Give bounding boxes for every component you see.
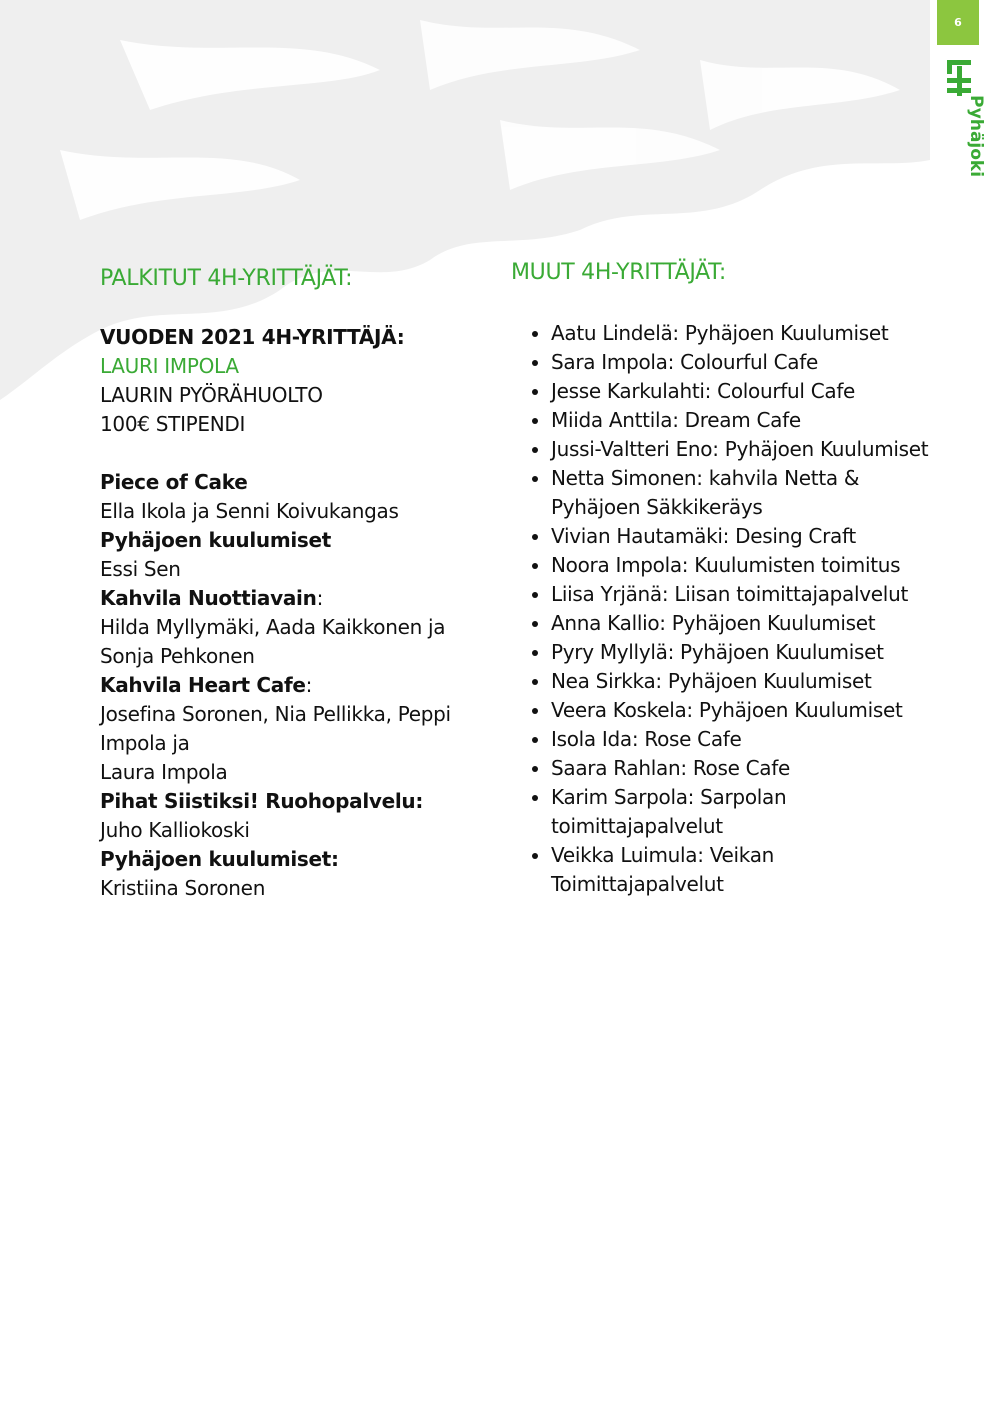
entry-people: Juho Kalliokoski [100, 818, 250, 842]
year-title: VUODEN 2021 4H-YRITTÄJÄ: [100, 325, 405, 349]
entry-people: Ella Ikola ja Senni Koivukangas [100, 499, 399, 523]
entry-company [100, 584, 480, 613]
list-item: • Miida Anttila: Dream Cafe [551, 406, 931, 435]
company-name: Piece of Cake [100, 470, 248, 494]
list-item: • Jussi-Valtteri Eno: Pyhäjoen Kuulumiset [551, 435, 931, 464]
entry-people: Laura Impola [100, 760, 228, 784]
list-item: • Karim Sarpola: Sarpolan toimittajapalvelut [551, 783, 931, 841]
entry-people: Essi Sen [100, 557, 181, 581]
prize: 100€ STIPENDI [100, 412, 246, 436]
logo-text: Pyhäjoki [966, 95, 986, 178]
list-item: • Isola Ida: Rose Cafe [551, 725, 931, 754]
list-item: • Netta Simonen: kahvila Netta & Pyhäjoen Säkkikeräys [551, 464, 931, 522]
company-suffix: : [316, 586, 324, 610]
entry-people: Hilda Myllymäki, Aada Kaikkonen ja Sonja Pehkonen [100, 615, 446, 668]
list-item: • Veera Koskela: Pyhäjoen Kuulumiset [551, 696, 931, 725]
other-entrepreneurs-section [511, 258, 931, 899]
winner-name: LAURI IMPOLA [100, 354, 239, 378]
list-item: • Vivian Hautamäki: Desing Craft [551, 522, 931, 551]
list-item: • Noora Impola: Kuulumisten toimitus [551, 551, 931, 580]
award-entries [100, 468, 480, 903]
4h-logo-icon [944, 58, 974, 98]
company-name: Kahvila Heart Cafe [100, 673, 306, 697]
list-item: • Anna Kallio: Pyhäjoen Kuulumiset [551, 609, 931, 638]
entry-company [100, 787, 480, 816]
company-name: Kahvila Nuottiavain [100, 586, 317, 610]
page-number: 6 [937, 0, 979, 45]
list-item: • Sara Impola: Colourful Cafe [551, 348, 931, 377]
list-item: • Saara Rahlan: Rose Cafe [551, 754, 931, 783]
list-item: • Liisa Yrjänä: Liisan toimittajapalvelut [551, 580, 931, 609]
entry-company [100, 671, 480, 700]
entry-people: Kristiina Soronen [100, 876, 266, 900]
entry-company [100, 526, 480, 555]
entry-people: Josefina Soronen, Nia Pellikka, Peppi Impola ja [100, 702, 451, 755]
company-name: Pihat Siistiksi! Ruohopalvelu: [100, 789, 424, 813]
entry-company [100, 468, 480, 497]
winner-company: LAURIN PYÖRÄHUOLTO [100, 383, 323, 407]
company-name: Pyhäjoen kuulumiset [100, 528, 332, 552]
entrepreneur-list [511, 319, 931, 899]
list-item: • Veikka Luimula: Veikan Toimittajapalvelut [551, 841, 931, 899]
company-name: Pyhäjoen kuulumiset: [100, 847, 339, 871]
entry-company [100, 845, 480, 874]
company-suffix: : [305, 673, 313, 697]
list-item: • Pyry Myllylä: Pyhäjoen Kuulumiset [551, 638, 931, 667]
awarded-entrepreneurs-section [100, 264, 480, 903]
list-item: • Aatu Lindelä: Pyhäjoen Kuulumiset [551, 319, 931, 348]
section-heading: PALKITUT 4H-YRITTÄJÄT: [100, 266, 353, 291]
list-item: • Nea Sirkka: Pyhäjoen Kuulumiset [551, 667, 931, 696]
section-heading: MUUT 4H-YRITTÄJÄT: [511, 260, 727, 285]
list-item: • Jesse Karkulahti: Colourful Cafe [551, 377, 931, 406]
